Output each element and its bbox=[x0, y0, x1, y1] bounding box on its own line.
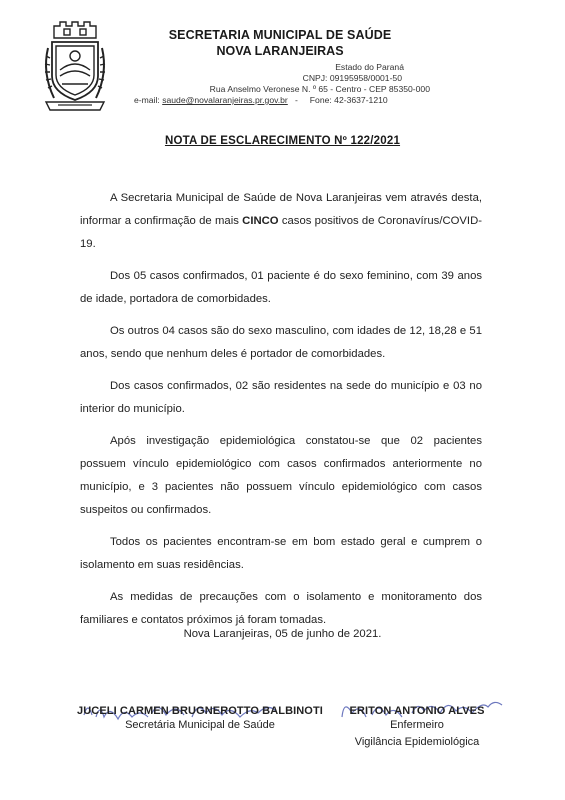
state-label: Estado do Paraná bbox=[335, 62, 404, 72]
signatory-name: ERITON ANTONIO ALVES bbox=[349, 705, 485, 717]
contact-line bbox=[134, 95, 430, 106]
signature-block-left bbox=[70, 705, 330, 734]
paragraph-2: Dos 05 casos confirmados, 01 paciente é do sexo feminino, com 39 anos de idade, portadora de comorbidades. bbox=[80, 270, 482, 305]
paragraph-1: A Secretaria Municipal de Saúde de Nova Laranjeiras vem através desta, informar a confirmação de mais CINCO casos positivos de Coronavírus/COVID-19. bbox=[80, 192, 482, 250]
signatory-department: Vigilância Epidemiológica bbox=[354, 736, 480, 748]
municipal-coat-of-arms-icon bbox=[40, 18, 110, 116]
signatory-name: JUCELI CARMEN BRUGNEROTTO BALBINOTI bbox=[77, 705, 323, 717]
email-label: e-mail: bbox=[134, 95, 160, 105]
paragraph-5: Após investigação epidemiológica constatou-se que 02 pacientes possuem vínculo epidemiológico com casos confirmados anteriormente no município, e 3 pacientes não possuem vínculo epidemiológico com casos suspeitos ou confirmados. bbox=[80, 435, 482, 516]
document-body bbox=[80, 187, 482, 641]
signatory-role: Enfermeiro bbox=[390, 719, 444, 731]
document-title: NOTA DE ESCLARECIMENTO Nº 122/2021 bbox=[164, 135, 401, 147]
org-name-line1: SECRETARIA MUNICIPAL DE SAÚDE bbox=[168, 28, 392, 42]
paragraph-7: As medidas de precauções com o isolamento e monitoramento dos familiares e contatos próximos já foram tomadas. bbox=[80, 591, 482, 626]
cnpj-label: CNPJ: 09195958/0001-50 bbox=[302, 73, 402, 83]
bold-count: CINCO bbox=[242, 215, 279, 227]
paragraph-6: Todos os pacientes encontram-se em bom estado geral e cumprem o isolamento em suas residências. bbox=[80, 536, 482, 571]
org-name-line2: NOVA LARANJEIRAS bbox=[216, 44, 344, 58]
date-line: Nova Laranjeiras, 05 de junho de 2021. bbox=[183, 628, 382, 640]
signatory-role: Secretária Municipal de Saúde bbox=[125, 719, 275, 731]
separator: - bbox=[294, 95, 298, 105]
signature-block-right bbox=[342, 705, 492, 751]
address-label: Rua Anselmo Veronese N. º 65 - Centro - CEP 85350-000 bbox=[209, 84, 430, 94]
phone-label: Fone: 42-3637-1210 bbox=[309, 95, 388, 105]
paragraph-4: Dos casos confirmados, 02 são residentes na sede do município e 03 no interior do município. bbox=[80, 380, 482, 415]
email-link[interactable]: saude@novalaranjeiras.pr.gov.br bbox=[162, 95, 288, 105]
paragraph-3: Os outros 04 casos são do sexo masculino, com idades de 12, 18,28 e 51 anos, sendo que nenhum deles é portador de comorbidades. bbox=[80, 325, 482, 360]
letterhead bbox=[130, 28, 430, 106]
